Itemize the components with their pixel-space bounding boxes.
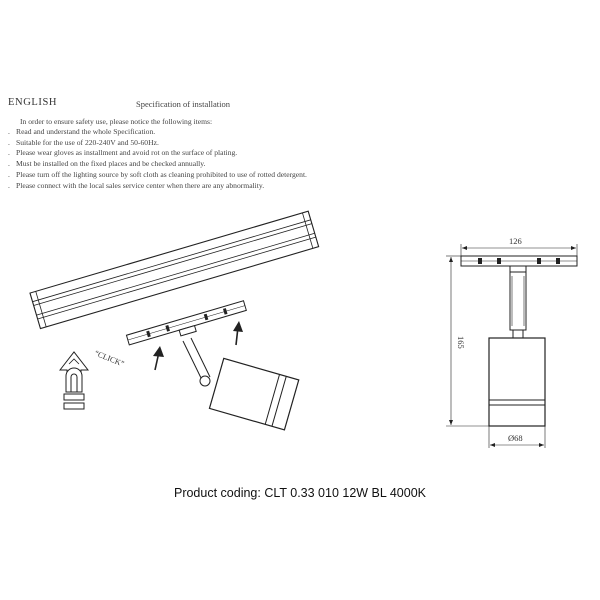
spotlight-arm (183, 338, 210, 386)
up-arrow-icon (233, 321, 243, 345)
track-adapter (126, 301, 248, 351)
up-arrow-icon (153, 346, 164, 370)
page-title: Specification of installation (136, 99, 230, 109)
list-item: . Must be installed on the fixed places and be checked annually. (8, 159, 206, 169)
product-coding: Product coding: CLT 0.33 010 12W BL 4000K (173, 486, 426, 500)
technical-drawing (461, 256, 577, 426)
list-item: . Please connect with the local sales service center when there are any abnormality. (8, 180, 265, 190)
width-label: 126 (509, 236, 522, 246)
list-item: . Please turn off the lighting source by soft cloth as cleaning prohibited to use of rotted detergent. (8, 169, 307, 179)
spotlight-body (209, 358, 298, 429)
click-label: “CLICK” (93, 348, 126, 369)
diameter-label: Ø68 (508, 433, 523, 443)
height-dimension (446, 256, 489, 426)
track-rail (30, 211, 319, 328)
instructions-intro: In order to ensure safety use, please notice the following items: (20, 117, 213, 126)
magnet-push-icon (60, 352, 88, 409)
list-item: . Suitable for the use of 220-240V and 50-60Hz. (8, 137, 159, 147)
list-item: . Read and understand the whole Specification. (8, 127, 156, 136)
height-label: 165 (456, 336, 466, 349)
language-label: ENGLISH (8, 97, 58, 108)
list-item: . Please wear gloves as installment and avoid rot on the surface of plating. (8, 148, 238, 158)
